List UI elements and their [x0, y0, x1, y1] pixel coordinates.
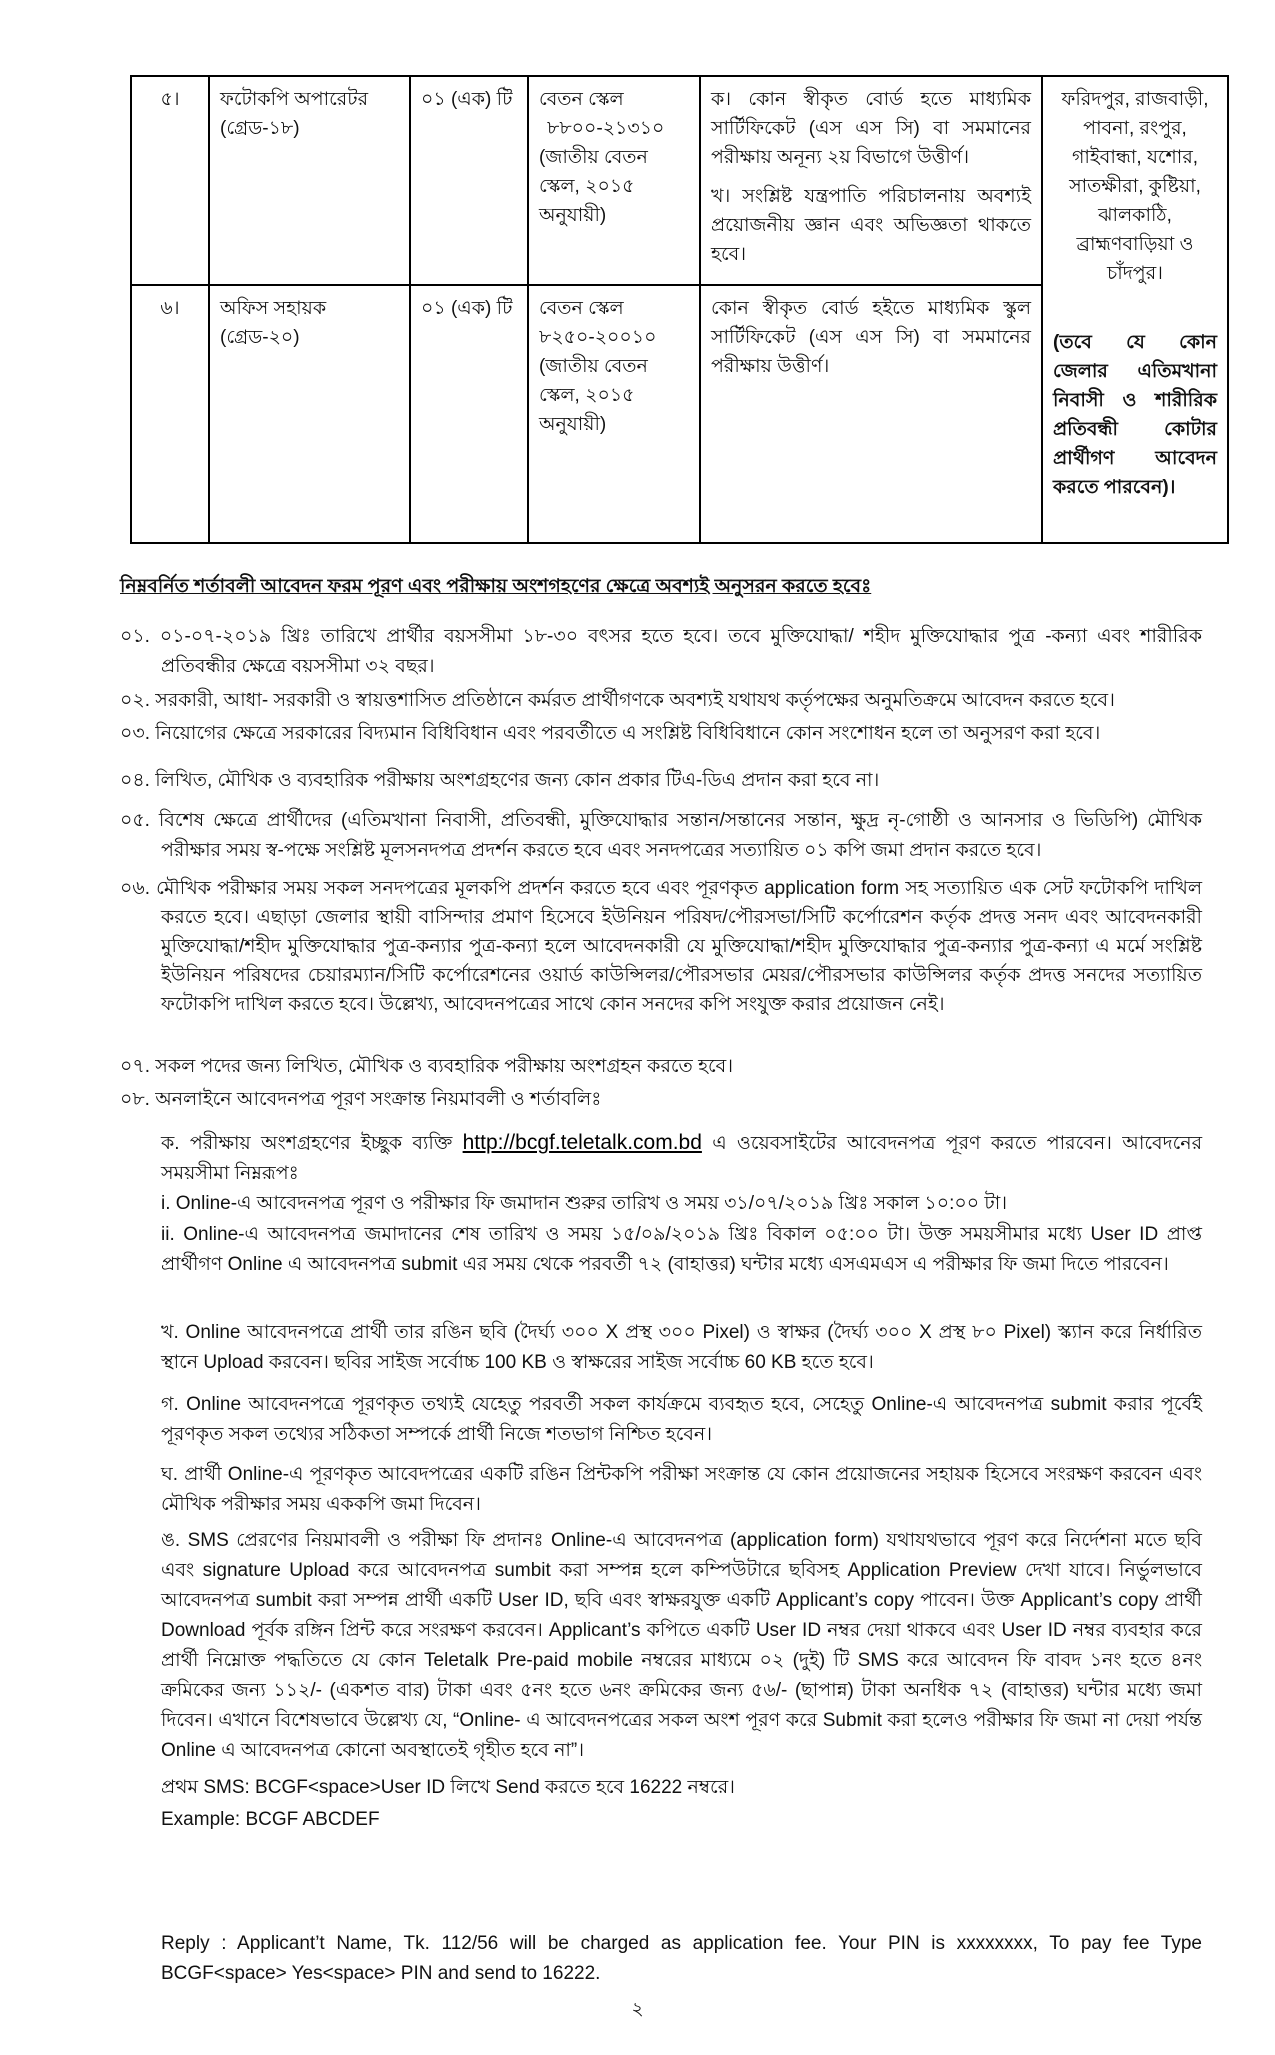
conditions-heading: নিম্নবর্নিত শর্তাবলী আবেদন ফরম পূরণ এবং পরীক্ষায় অংশগহণের ক্ষেত্রে অবশ্যই অনুসরন করতে হবেঃ: [120, 576, 872, 597]
qualification-b: খ। সংশ্লিষ্ট যন্ত্রপাতি পরিচালনায় অবশ্যই প্রয়োজনীয় জ্ঞান এবং অভিজ্ঞতা থাকতে হবে।: [711, 186, 1031, 265]
qualification-a: ক। কোন স্বীকৃত বোর্ড হতে মাধ্যমিক সার্টিফিকেট (এস এস সি) বা সমমানের পরীক্ষায় অনূন্য ২য় বিভাগে উত্তীর্ণ।: [711, 89, 1031, 168]
pay-scale-line: বেতন স্কেল: [539, 298, 624, 319]
pay-scale-cell: [528, 76, 700, 285]
online-item-gha: ঘ. প্রার্থী Online-এ পূরণকৃত আবেদপত্রের একটি রঙিন প্রিন্টকপি পরীক্ষা সংক্রান্ত যে কোন প্রয়োজনের সহায়ক হিসেবে সংরক্ষণ করবেন এবং মৌখিক পরীক্ষার সময় এককপি জমা দিবেন।: [161, 1464, 1202, 1515]
districts-note: (তবে যে কোন জেলার এতিমখানা নিবাসী ও শারীরিক প্রতিবন্ধী কোটার প্রার্থীগণ আবেদন করতে পারবেন)।: [1053, 332, 1217, 498]
online-item-ga: গ. Online আবেদনপত্রে পূরণকৃত তথ্যই যেহেতু পরবর্তী সকল কার্যক্রমে ব্যবহৃত হবে, সেহেতু Online-এ আবেদনপত্র submit করার পূর্বেই পূরণকৃত সকল তথ্যের সঠিকতা সম্পর্কে প্রার্থী নিজে শতভাগ নিশ্চিত হবেন।: [161, 1394, 1202, 1445]
condition-item: ০৫. বিশেষ ক্ষেত্রে প্রার্থীদের (এতিমখানা নিবাসী, প্রতিবন্ধী, মুক্তিযোদ্ধার সন্তান/সন্তানের সন্তান, ক্ষুদ্র নৃ-গোষ্ঠী ও আনসার ও ভিডিপি) মৌখিক পরীক্ষার সময় স্ব-পক্ষে সংশ্লিষ্ট মূলসনদপত্র প্রদর্শন করতে হবে এবং সনদপত্রের সত্যায়িত ০১ কপি জমা প্রদান করতে হবে।: [120, 810, 1202, 861]
condition-item: ০৩. নিয়োগের ক্ষেত্রে সরকারের বিদ্যমান বিধিবিধান এবং পরবর্তীতে এ সংশ্লিষ্ট বিধিবিধানে কোন সংশোধন হলে তা অনুসরণ করা হবে।: [120, 723, 1101, 744]
condition-item: ০৮. অনলাইনে আবেদনপত্র পূরণ সংক্রান্ত নিয়মাবলী ও শর্তাবলিঃ: [120, 1089, 602, 1110]
page-number: ২: [631, 1999, 644, 2020]
condition-item: ০২. সরকারী, আধা- সরকারী ও স্বায়ত্তশাসিত প্রতিষ্ঠানে কর্মরত প্রার্থীগণকে অবশ্যই যথাযথ কর্তৃপক্ষের অনুমতিক্রমে আবেদন করতে হবে।: [120, 690, 1115, 711]
online-item-kha: খ. Online আবেদনপত্রে প্রার্থী তার রঙিন ছবি (দৈর্ঘ্য ৩০০ X প্রস্থ ৩০০ Pixel) ও স্বাক্ষর (দৈর্ঘ্য ৩০০ X প্রস্থ ৮০ Pixel) স্ক্যান করে নির্ধারিত স্থানে Upload করবেন। ছবির সাইজ সর্বোচ্চ 100 KB ও স্বাক্ষরের সাইজ সর্বোচ্চ 60 KB হতে হবে।: [161, 1322, 1202, 1373]
qualification-cell: [700, 285, 1042, 543]
pay-scale-line: ৮৮০০-২১৩১০: [547, 118, 665, 139]
pay-scale-line: ৮২৫০-২০০১০: [539, 327, 657, 348]
online-item-ka: [161, 1128, 1202, 1189]
pay-scale-line: অনুযায়ী): [539, 205, 607, 226]
online-item-umo: ঙ. SMS প্রেরণের নিয়মাবলী ও পরীক্ষা ফি প্রদানঃ Online-এ আবেদনপত্র (application form) যথাযথভাবে পূরণ করে নির্দেশনা মতে ছবি এবং signature Upload করে আবেদনপত্র sumbit করা সম্পন্ন হলে কম্পিউটারে ছবিসহ Application Preview দেখা যাবে। নির্ভুলভাবে আবেদনপত্র sumbit করা সম্পন্ন প্রার্থী একটি User ID, ছবি এবং স্বাক্ষরযুক্ত একটি Applicant’s copy পাবেন। উক্ত Applicant’s copy প্রার্থী Download পূর্বক রঙ্গিন প্রিন্ট করে সংরক্ষণ করবেন। Applicant’s কপিতে একটি User ID নম্বর দেয়া থাকবে এবং User ID নম্বর ব্যবহার করে প্রার্থী নিম্নোক্ত পদ্ধতিতে যে কোন Teletalk Pre-paid mobile নম্বরের মাধ্যমে ০২ (দুই) টি SMS করে আবেদন ফি বাবদ ১নং হতে ৪নং ক্রমিকের জন্য ১১২/- (একশত বার) টাকা এবং ৫নং হতে ৬নং ক্রমিকের জন্য ৫৬/- (ছাপান্ন) টাকা অনধিক ৭২ (বাহাত্তর) ঘন্টার মধ্যে জমা দিবেন। এখানে বিশেষভাবে উল্লেখ্য যে, “Online- এ আবেদনপত্রের সকল অংশ পূরণ করে Submit করা হলেও পরীক্ষার ফি জমা না দেয়া পর্যন্ত Online এ আবেদনপত্র কোনো অবস্থাতেই গৃহীত হবে না”।: [161, 1530, 1202, 1761]
qualification-a: কোন স্বীকৃত বোর্ড হইতে মাধ্যমিক স্কুল সার্টিফিকেট (এস এস সি) বা সমমানের পরীক্ষায় উত্তীর্ণ।: [711, 298, 1031, 377]
pay-scale-cell: [528, 285, 700, 543]
qualification-cell: [700, 76, 1042, 285]
post-name: ফটোকপি অপারেটর: [220, 89, 369, 110]
post-count-cell: ০১ (এক) টি: [410, 285, 528, 543]
post-grade: (গ্রেড-২০): [220, 327, 300, 348]
condition-item: ০১. ০১-০৭-২০১৯ খ্রিঃ তারিখে প্রার্থীর বয়সসীমা ১৮-৩০ বৎসর হতে হবে। তবে মুক্তিযোদ্ধা/ শহীদ মুক্তিযোদ্ধার পুত্র -কন্যা এবং শারীরিক প্রতিবন্ধীর ক্ষেত্রে বয়সসীমা ৩২ বছর।: [120, 626, 1202, 677]
condition-item: ০৭. সকল পদের জন্য লিখিত, মৌখিক ও ব্যবহারিক পরীক্ষায় অংশগ্রহন করতে হবে।: [120, 1056, 734, 1077]
pay-scale-line: বেতন স্কেল: [539, 89, 624, 110]
serial-cell: ৬।: [131, 285, 209, 543]
teletalk-link[interactable]: http://bcgf.teletalk.com.bd: [462, 1131, 702, 1154]
pay-scale-line: অনুযায়ী): [539, 414, 607, 435]
districts-cell: [1042, 76, 1228, 543]
online-item-ii: ii. Online-এ আবেদনপত্র জমাদানের শেষ তারিখ ও সময় ১৫/০৯/২০১৯ খ্রিঃ বিকাল ০৫:০০ টা। উক্ত সময়সীমার মধ্যে User ID প্রাপ্ত প্রার্থীগণ Online এ আবেদনপত্র submit এর সময় থেকে পরবর্তী ৭২ (বাহাত্তর) ঘন্টার মধ্যে এসএমএস এ পরীক্ষার ফি জমা দিতে পারবেন।: [161, 1224, 1202, 1275]
sms-example: Example: BCGF ABCDEF: [161, 1809, 380, 1830]
online-ka-text-2: এ ওয়েবসাইটের আবেদনপত্র পূরণ করতে পারবেন। আবেদনের সময়সীমা নিম্নরূপঃ: [161, 1133, 1203, 1184]
post-name-cell: [209, 285, 410, 543]
online-item-i: i. Online-এ আবেদনপত্র পূরণ ও পরীক্ষার ফি জমাদান শুরুর তারিখ ও সময় ৩১/০৭/২০১৯ খ্রিঃ সকাল ১০:০০ টা।: [161, 1193, 1008, 1214]
condition-item: ০৬. মৌখিক পরীক্ষার সময় সকল সনদপত্রের মূলকপি প্রদর্শন করতে হবে এবং পূরণকৃত application form সহ সত্যায়িত এক সেট ফটোকপি দাখিল করতে হবে। এছাড়া জেলার স্থায়ী বাসিন্দার প্রমাণ হিসেবে ইউনিয়ন পরিষদ/পৌরসভা/সিটি কর্পোরেশন কর্তৃক প্রদত্ত সনদ এবং আবেদনকারী মুক্তিযোদ্ধা/শহীদ মুক্তিযোদ্ধার পুত্র-কন্যার পুত্র-কন্যা হলে আবেদনকারী যে মুক্তিযোদ্ধা/শহীদ মুক্তিযোদ্ধার পুত্র-কন্যার পুত্র-কন্যা এ মর্মে সংশ্লিষ্ট ইউনিয়ন পরিষদের চেয়ারম্যান/সিটি কর্পোরেশনের ওয়ার্ড কাউন্সিলর/পৌরসভার মেয়র/পৌরসভার কাউন্সিলর কর্তৃক প্রদত্ত সনদের সত্যায়িত ফটোকপি দাখিল করতে হবে। উল্লেখ্য, আবেদনপত্রের সাথে কোন সনদের কপি সংযুক্ত করার প্রয়োজন নেই।: [120, 878, 1202, 1015]
pay-scale-line: স্কেল, ২০১৫: [539, 176, 635, 197]
pay-scale-line: (জাতীয় বেতন: [539, 147, 648, 168]
posts-table: [130, 75, 1229, 544]
online-ka-text: ক. পরীক্ষায় অংশগ্রহণের ইচ্ছুক ব্যক্তি: [161, 1133, 453, 1154]
districts-list: ফরিদপুর, রাজবাড়ী, পাবনা, রংপুর, গাইবান্ধা, যশোর, সাতক্ষীরা, কুষ্টিয়া, ঝালকাঠি, ব্রাহ্মণবাড়িয়া ও চাঁদপুর।: [1061, 89, 1209, 284]
table-row: [131, 76, 1228, 285]
first-sms-format: প্রথম SMS: BCGF<space>User ID লিখে Send করতে হবে 16222 নম্বরে।: [161, 1777, 735, 1798]
pay-scale-line: স্কেল, ২০১৫: [539, 385, 635, 406]
post-grade: (গ্রেড-১৮): [220, 118, 300, 139]
condition-item: ০৪. লিখিত, মৌখিক ও ব্যবহারিক পরীক্ষায় অংশগ্রহণের জন্য কোন প্রকার টিএ-ডিএ প্রদান করা হবে না।: [120, 770, 880, 791]
post-name-cell: [209, 76, 410, 285]
sms-reply: Reply : Applicant’t Name, Tk. 112/56 will be charged as application fee. Your PIN is xxxxxxxx, To pay fee Type BCGF<space> Yes<space> PIN and send to 16222.: [161, 1933, 1202, 1984]
pay-scale-line: (জাতীয় বেতন: [539, 356, 648, 377]
serial-cell: ৫।: [131, 76, 209, 285]
post-count-cell: ০১ (এক) টি: [410, 76, 528, 285]
post-name: অফিস সহায়ক: [220, 298, 327, 319]
